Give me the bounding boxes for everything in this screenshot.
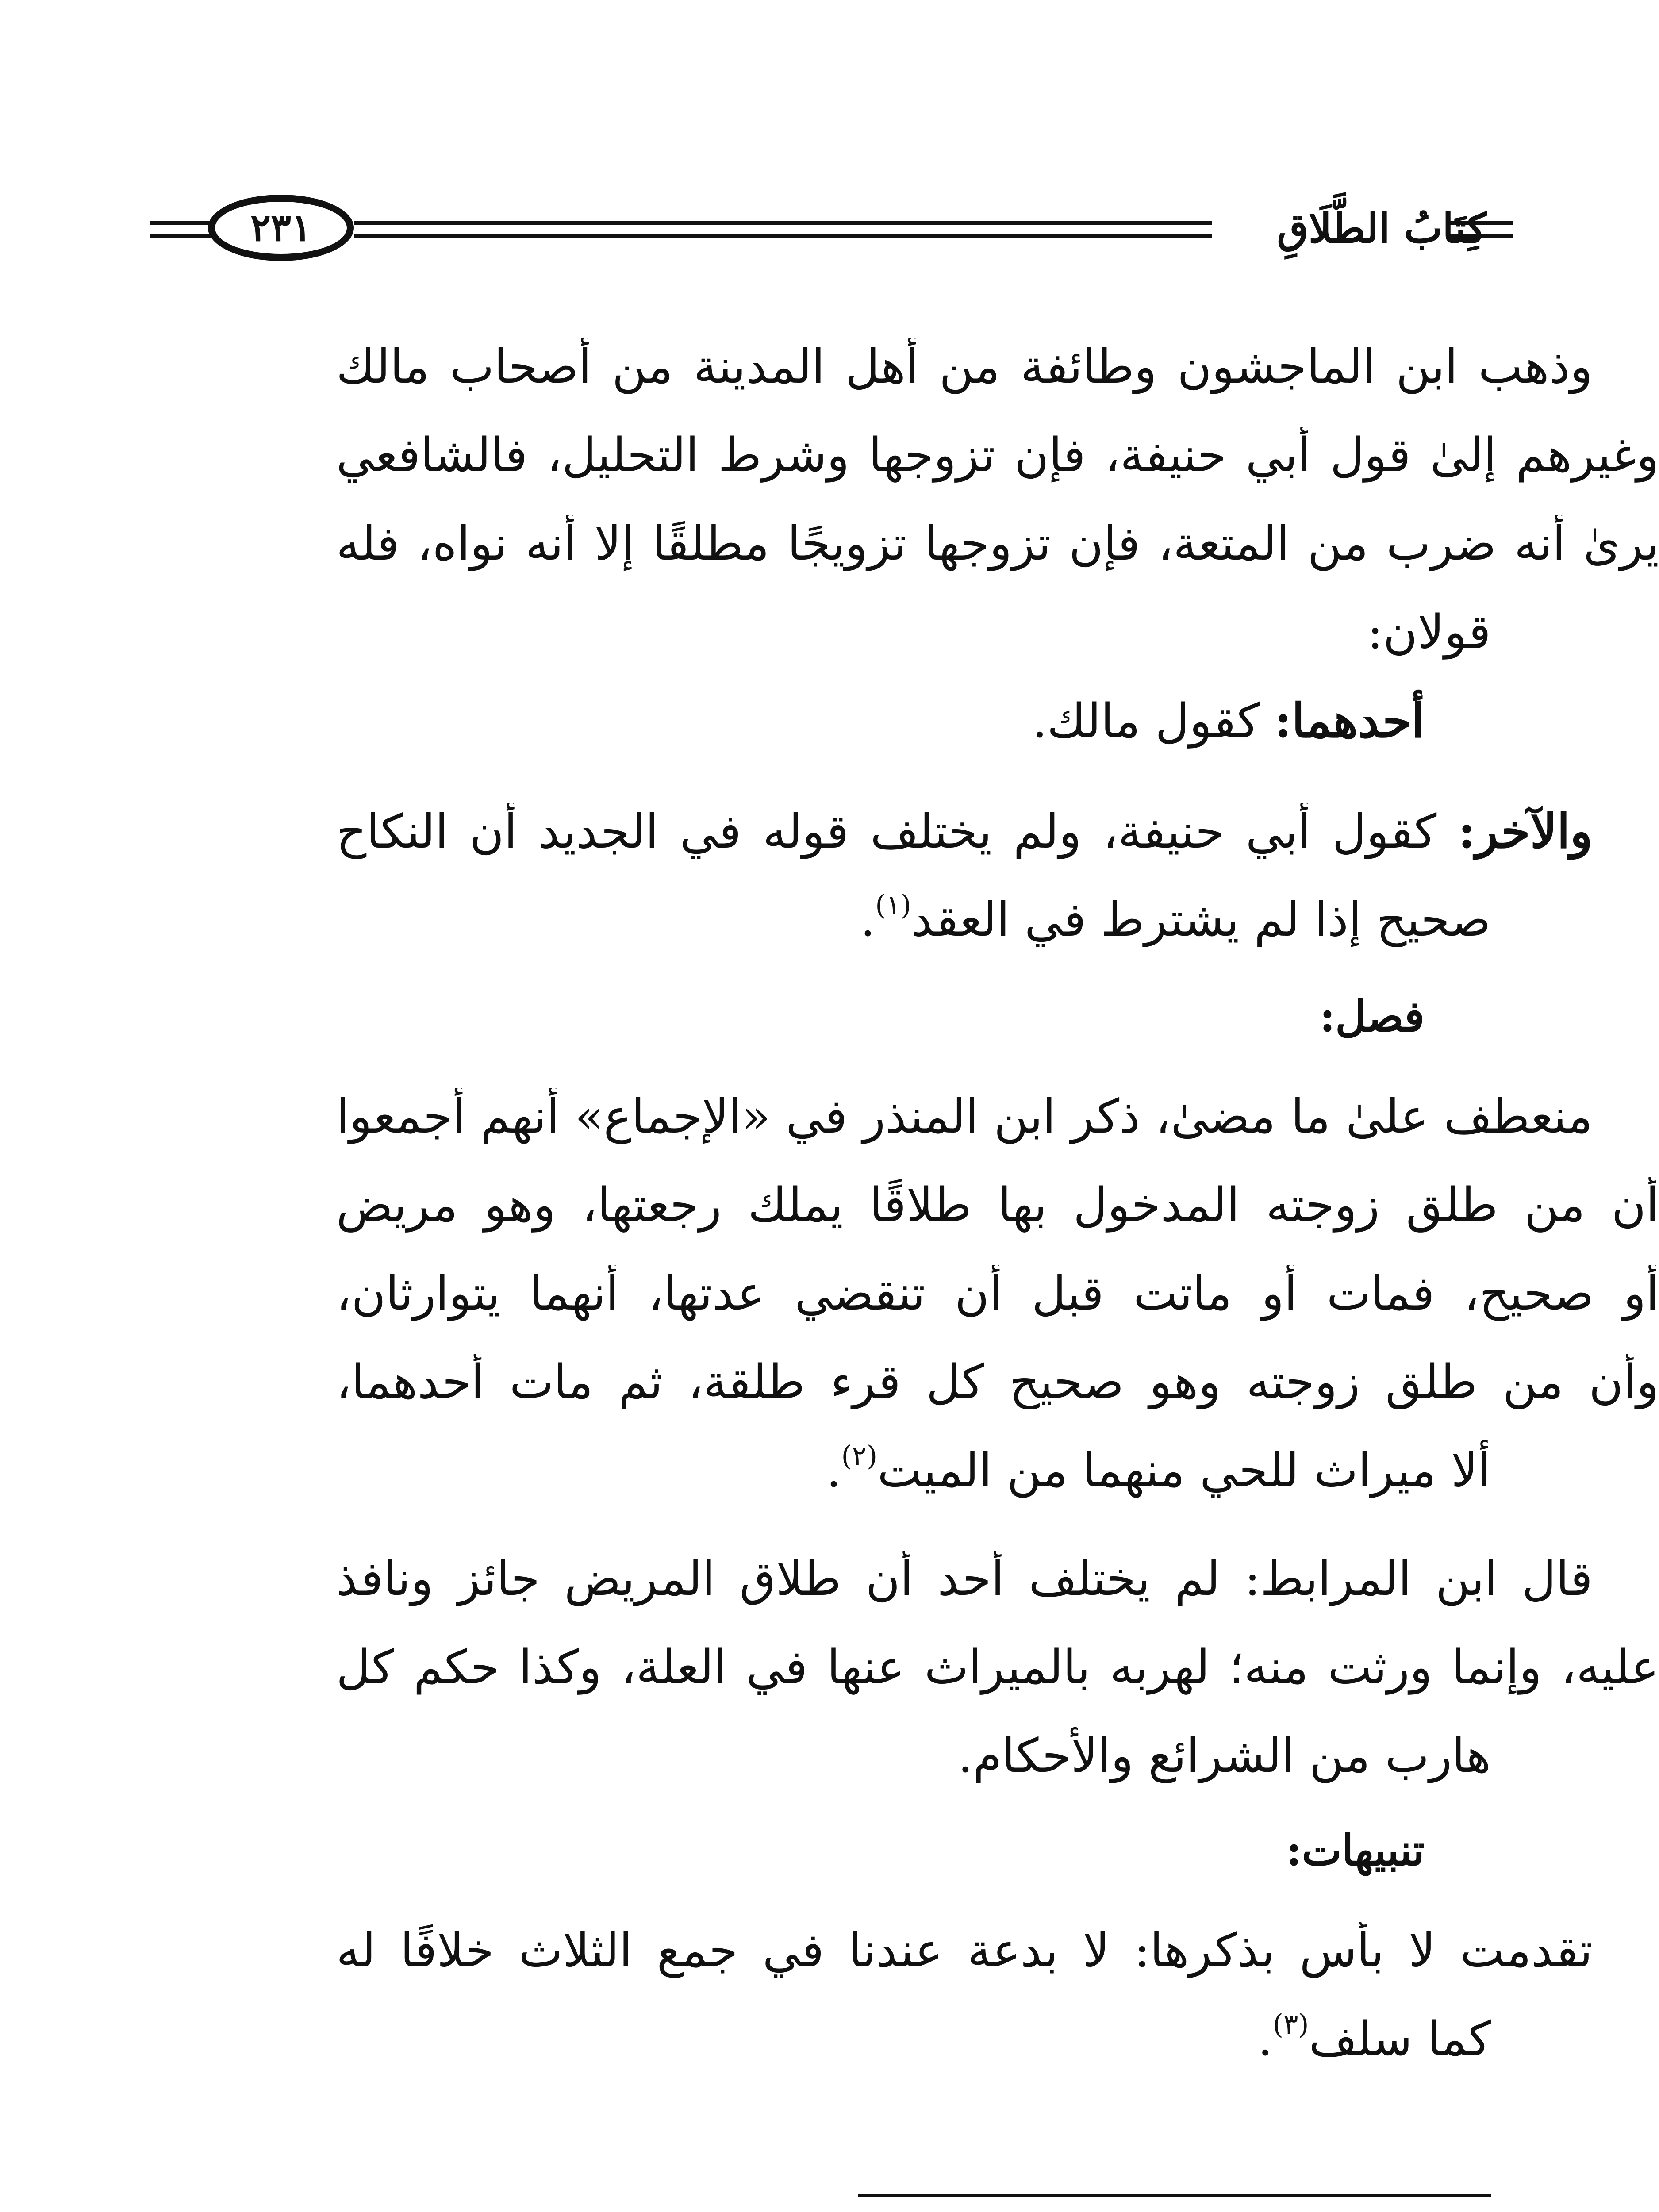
text-line: أو صحيح، فمات أو ماتت قبل أن تنقضي عدتها، أنهما يتوارثان، bbox=[336, 1266, 1659, 1321]
section-heading: فصل: bbox=[1319, 991, 1425, 1041]
text-line: يرىٰ أنه ضرب من المتعة، فإن تزوجها تزويجًا مطلقًا إلا أنه نواه، فله bbox=[336, 516, 1659, 571]
text-line: كما سلف$^{(٣)}$. bbox=[1258, 2008, 1491, 2066]
footnote-separator bbox=[858, 2194, 1491, 2197]
text-line: منعطف علىٰ ما مضىٰ، ذكر ابن المنذر في «الإجماع» أنهم أجمعوا bbox=[336, 1089, 1593, 1144]
text-line: هارب من الشرائع والأحكام. bbox=[958, 1728, 1491, 1783]
paragraph-lead: أحدهما: bbox=[1274, 693, 1425, 748]
section-heading: تنبيهات: bbox=[1286, 1825, 1425, 1875]
text-line: وأن من طلق زوجته وهو صحيح كل قرء طلقة، ثم مات أحدهما، bbox=[336, 1355, 1659, 1409]
text-line: أن من طلق زوجته المدخول بها طلاقًا يملك رجعتها، وهو مريض bbox=[336, 1178, 1659, 1232]
text-line: وغيرهم إلىٰ قول أبي حنيفة، فإن تزوجها وشرط التحليل، فالشافعي bbox=[336, 428, 1659, 482]
chapter-title: كِتَابُ الطَّلَاقِ bbox=[1277, 204, 1486, 252]
header-rule-left-top bbox=[150, 221, 212, 225]
text-line: ألا ميراث للحي منهما من الميت$^{(٢)}$. bbox=[826, 1440, 1491, 1498]
text-line: تقدمت لا بأس بذكرها: لا بدعة عندنا في جمع الثلاث خلافًا له bbox=[336, 1923, 1593, 1978]
text-line: صحيح إذا لم يشترط في العقد$^{(١)}$. bbox=[860, 889, 1491, 947]
footnote-ref[interactable]: (٢) bbox=[841, 1440, 878, 1472]
footnote-ref[interactable]: (١) bbox=[875, 889, 911, 921]
paragraph-text: كقول مالك. bbox=[1032, 694, 1275, 748]
footnote-ref[interactable]: (٣) bbox=[1272, 2008, 1309, 2040]
page-number: ٢٣١ bbox=[208, 195, 354, 261]
paragraph-lead: والآخر: bbox=[1458, 803, 1593, 859]
text-line: وذهب ابن الماجشون وطائفة من أهل المدينة من أصحاب مالك bbox=[336, 339, 1593, 394]
text-line: والآخر: كقول أبي حنيفة، ولم يختلف قوله في الجديد أن النكاح bbox=[336, 803, 1593, 859]
text-line: قولان: bbox=[1367, 605, 1491, 659]
text-line: قال ابن المرابط: لم يختلف أحد أن طلاق المريض جائز ونافذ bbox=[336, 1551, 1593, 1606]
header-rule-left-bottom bbox=[150, 234, 212, 238]
text-line: عليه، وإنما ورثت منه؛ لهربه بالميراث عنها في العلة، وكذا حكم كل bbox=[336, 1640, 1659, 1694]
paragraph bbox=[168, 692, 1491, 749]
header-rule-middle-top bbox=[354, 221, 1212, 225]
header-rule-middle-bottom bbox=[354, 234, 1212, 238]
